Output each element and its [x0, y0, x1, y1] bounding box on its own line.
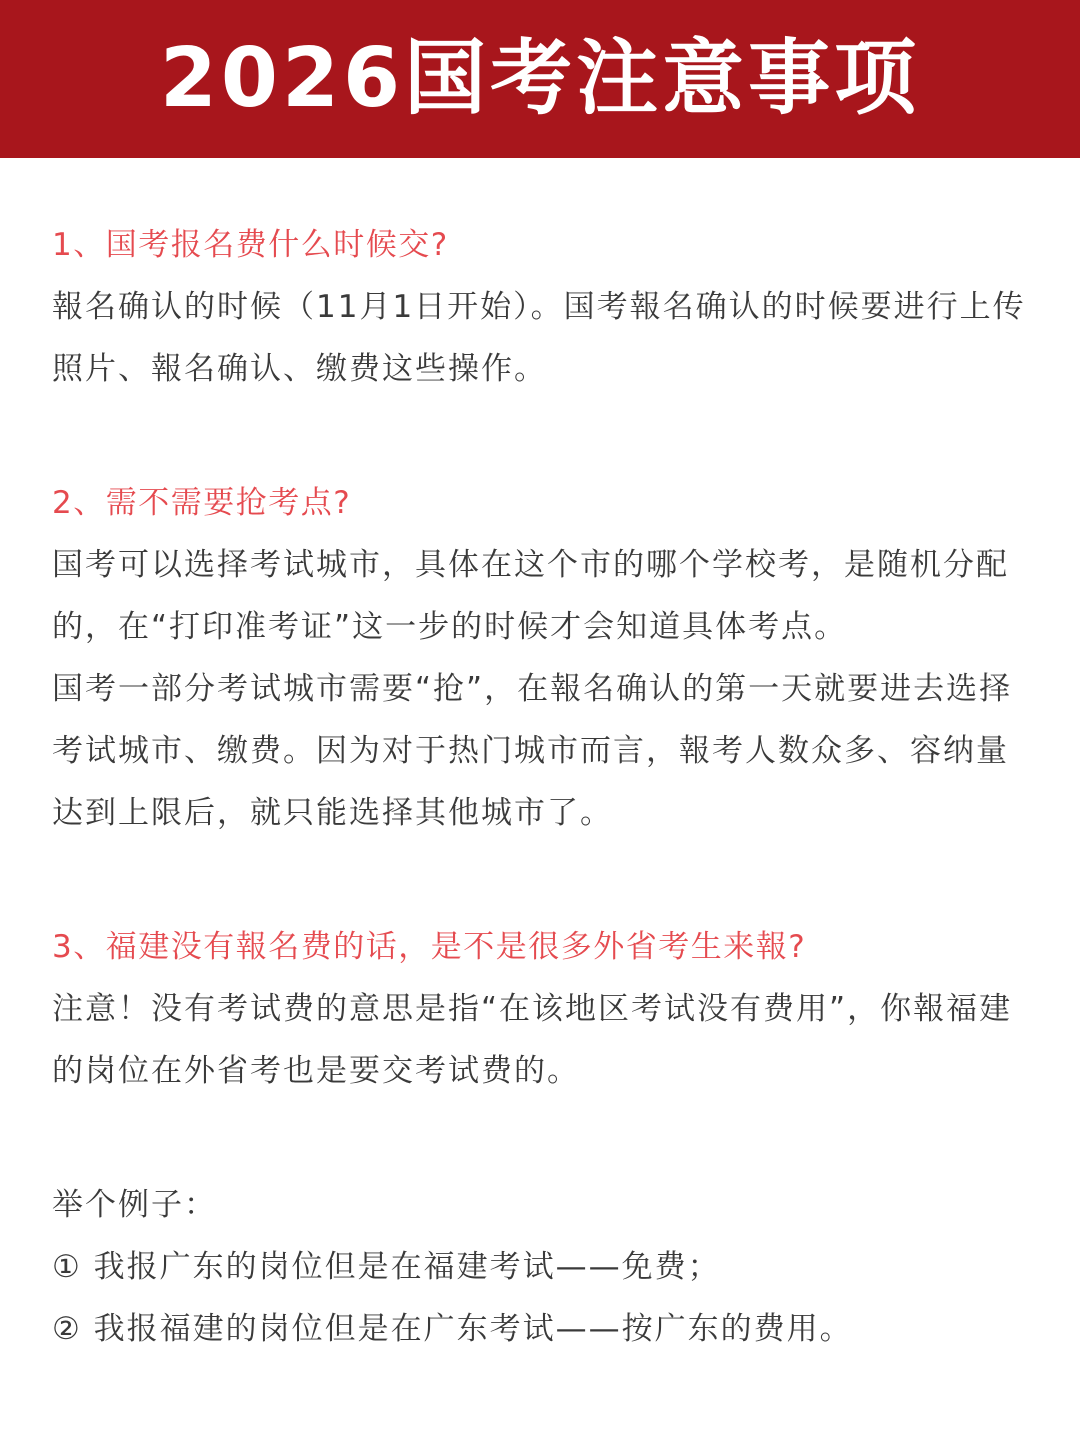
example-block	[52, 1174, 1032, 1360]
header-banner	[0, 0, 1080, 158]
question-heading: 3、福建没有報名费的话，是不是很多外省考生来報?	[52, 929, 807, 965]
example-item: ② 我报福建的岗位但是在广东考试——按广东的费用。	[52, 1311, 853, 1347]
answer-paragraph: 国考可以选择考试城市，具体在这个市的哪个学校考，是随机分配的，在“打印准考证”这一步的时候才会知道具体考点。	[52, 547, 1009, 645]
section-2	[52, 472, 1032, 844]
question-heading: 2、需不需要抢考点?	[52, 485, 352, 521]
section-1	[52, 214, 1032, 400]
answer-paragraph: 国考一部分考试城市需要“抢”，在報名确认的第一天就要进去选择考试城市、缴费。因为对于热门城市而言，報考人数众多、容纳量达到上限后，就只能选择其他城市了。	[52, 671, 1013, 831]
answer-paragraph: 報名确认的时候（11月1日开始）。国考報名确认的时候要进行上传照片、報名确认、缴费这些操作。	[52, 289, 1026, 387]
page-title: 2026国考注意事项	[159, 31, 921, 126]
example-item: ① 我报广东的岗位但是在福建考试——免费；	[52, 1249, 721, 1285]
section-3	[52, 916, 1032, 1102]
example-intro: 举个例子：	[52, 1187, 217, 1223]
answer-paragraph: 注意！没有考试费的意思是指“在该地区考试没有费用”，你報福建的岗位在外省考也是要交考试费的。	[52, 991, 1013, 1089]
article-body	[52, 214, 1032, 1360]
question-heading: 1、国考报名费什么时候交?	[52, 227, 449, 263]
